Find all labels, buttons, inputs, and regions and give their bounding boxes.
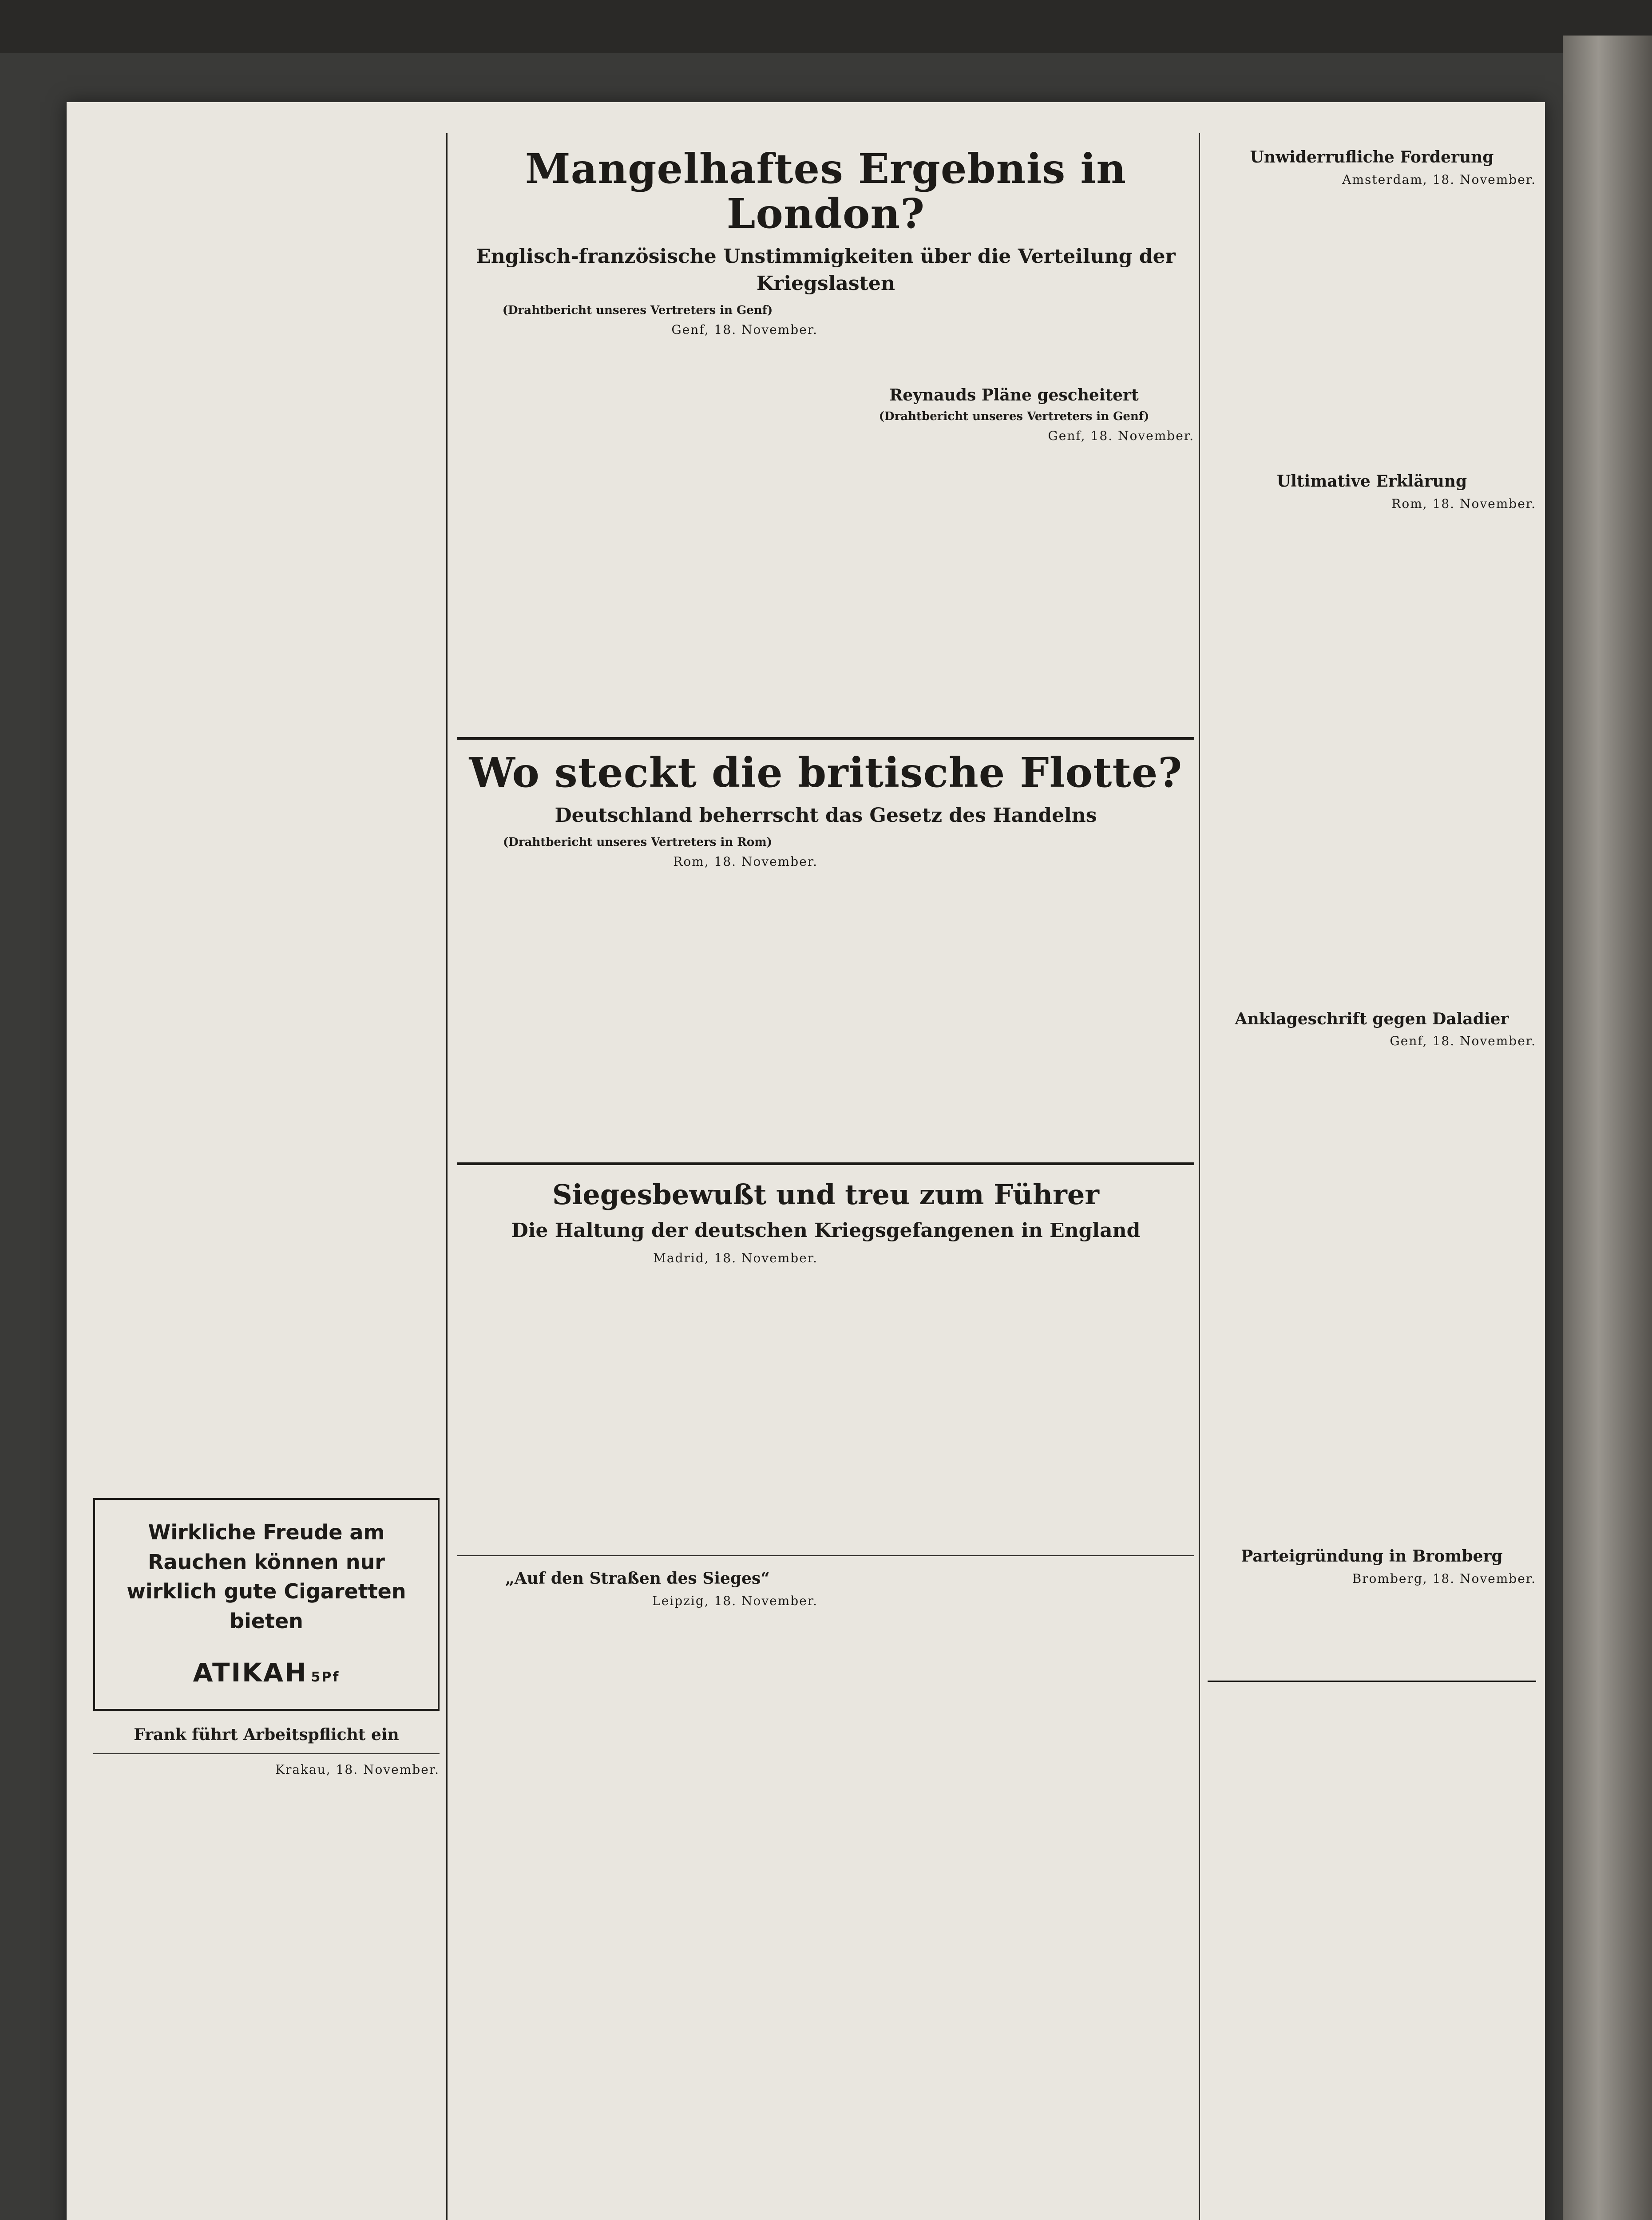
article-headline: „Auf den Straßen des Sieges“ [505,1569,770,1588]
byline: (Drahtbericht unseres Vertreters in Genf) [502,303,773,317]
article-headline: Ultimative Erklärung [1276,472,1467,491]
dateline: Rom, 18. November. [1391,496,1536,511]
article-paragraph [93,1126,440,1401]
article-subheadline: Die Haltung der deutschen Kriegsgefangenen in England [511,1219,1141,1242]
article-body [457,1247,1194,1549]
article-headline: Reynauds Pläne gescheitert [889,385,1139,404]
divider [457,1555,1194,1556]
byline: (Drahtbericht unseres Vertreters in Genf) [879,410,1149,424]
article-paragraph [1208,1053,1536,1541]
article-headline: Frank führt Arbeitspflicht ein [134,1725,399,1744]
article-body [457,300,1194,726]
divider [457,1162,1194,1165]
byline: (Drahtbericht unseres Vertreters in Rom) [503,835,773,849]
divider [93,1753,440,1754]
article-paragraph [1208,515,1536,1004]
article-paragraph [457,1613,818,1693]
dateline: Genf, 18. November. [1390,1034,1536,1049]
article-paragraph [834,448,1194,723]
lead-headline: Mangelhaftes Ergebnis in London? [525,145,1127,238]
article-paragraph [834,300,1194,380]
article-paragraph [457,873,818,1148]
article-paragraph [93,634,440,1122]
column-left [93,142,440,2060]
article-paragraph [834,1563,1194,1643]
column-rule [446,133,448,2220]
ad-brand [104,1654,429,1691]
column-rule [1199,133,1200,2220]
article-headline: Unwiderrufliche Forderung [1250,148,1494,166]
dateline: Bromberg, 18. November. [1352,1571,1536,1586]
lead-subheadline: Englisch-französische Unstimmigkeiten über die Verteilung der Kriegslasten [476,245,1176,295]
cigarette-advertisement [93,1498,440,1711]
article-paragraph [1208,1590,1536,1670]
publisher-imprint [1208,1681,1536,1811]
dateline: Krakau, 18. November. [275,1762,440,1777]
dateline: Genf, 18. November. [671,322,818,337]
divider [457,737,1194,740]
ad-line: bieten [230,1609,303,1633]
article-paragraph [457,341,818,616]
article-headline: Anklageschrift gegen Daladier [1235,1009,1509,1028]
article-paragraph [93,1405,440,1485]
column-right [1208,142,1536,1811]
article-subheadline: Deutschland beherrscht das Gesetz des Handelns [555,804,1097,827]
dateline: Madrid, 18. November. [653,1250,818,1265]
article-paragraph [93,1781,440,2056]
article-paragraph [457,1269,818,1545]
article-body [457,1563,1194,1696]
article-headline: Parteigründung in Bromberg [1241,1546,1503,1566]
article-paragraph [834,832,1194,1107]
dateline: Genf, 18. November. [1048,428,1194,444]
scan-adjacent-page-edge [1563,36,1652,2220]
ad-line: Wirkliche Freude am [148,1520,385,1544]
article-headline: Siegesbewußt und treu zum Führer [552,1178,1099,1211]
article-paragraph [1208,191,1536,466]
dateline: Rom, 18. November. [673,854,818,869]
column-center [457,142,1194,1696]
ad-brand-name: ATIKAH [193,1657,308,1688]
ad-price: 5Pf [311,1669,340,1685]
article-paragraph [834,1247,1194,1522]
dateline: Amsterdam, 18. November. [1342,172,1536,187]
article-body [457,832,1194,1152]
scan-border-top [0,0,1652,53]
article-paragraph [457,620,818,700]
ad-line: Rauchen können nur [148,1550,385,1574]
article-headline: Wo steckt die britische Flotte? [469,748,1183,797]
article-paragraph [93,142,440,630]
dateline: Leipzig, 18. November. [652,1593,818,1608]
ad-line: wirklich gute Cigaretten [127,1579,406,1604]
